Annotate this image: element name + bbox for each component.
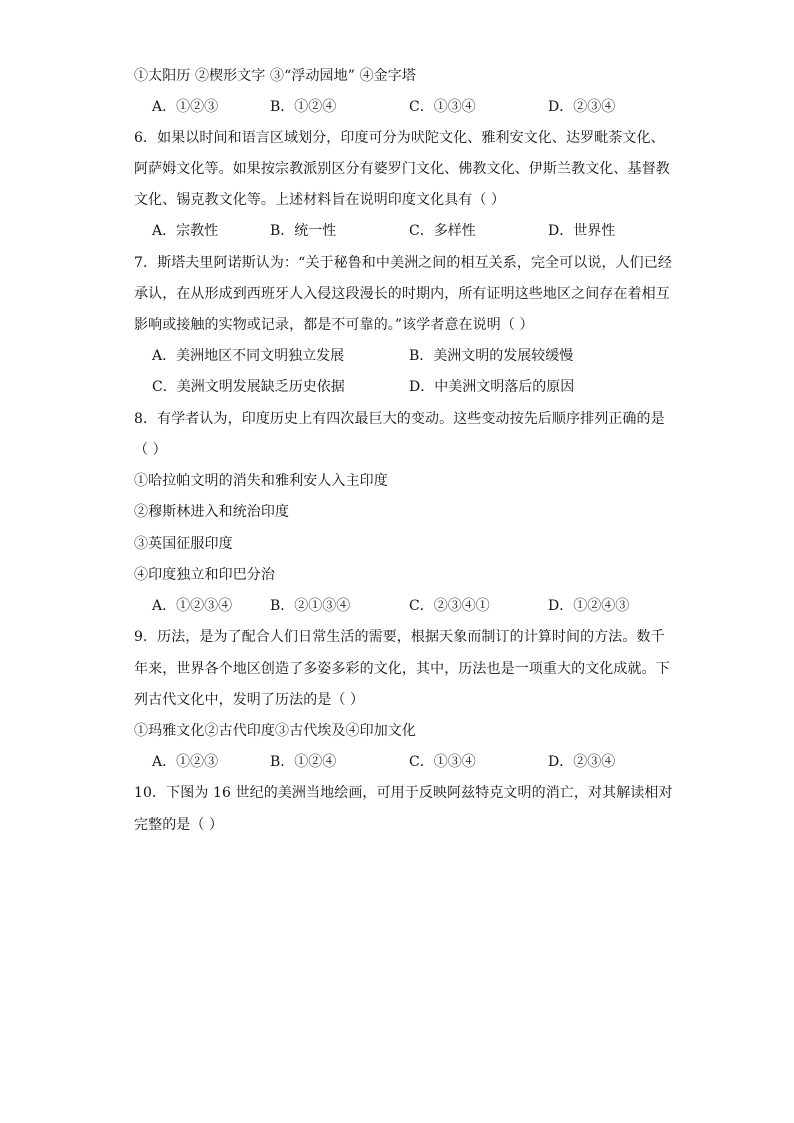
q9-stem-line-3: 列古代文化中，发明了历法的是（ ） xyxy=(134,692,365,708)
q5-options xyxy=(152,97,672,117)
q5-option-d: D．②③④ xyxy=(548,99,616,115)
q5-items: ①太阳历 ②楔形文字 ③“浮动园地” ④金字塔 xyxy=(134,68,416,84)
q8-item-4: ④印度独立和印巴分治 xyxy=(134,567,275,583)
q6-option-c: C．多样性 xyxy=(409,223,476,239)
q9-option-a: A．①②③ xyxy=(152,754,219,770)
q8-item-3: ③英国征服印度 xyxy=(134,536,233,552)
q6-stem-line-1: 6．如果以时间和语言区域划分，印度可分为吠陀文化、雅利安文化、达罗毗荼文化、 xyxy=(134,130,665,146)
q10-stem-line-1: 10．下图为 16 世纪的美洲当地绘画，可用于反映阿兹特克文明的消亡，对其解读相对 xyxy=(134,785,673,801)
q7-options-row-2 xyxy=(152,377,672,397)
q8-item-1: ①哈拉帕文明的消失和雅利安人入主印度 xyxy=(134,473,388,489)
q8-stem-line-1: 8．有学者认为，印度历史上有四次最巨大的变动。这些变动按先后顺序排列正确的是 xyxy=(134,411,665,427)
q10-stem-line-2: 完整的是（ ） xyxy=(134,817,224,833)
q7-option-b: B．美洲文明的发展较缓慢 xyxy=(409,348,574,364)
q6-option-b: B．统一性 xyxy=(270,223,337,239)
q6-options xyxy=(152,221,672,241)
q9-items: ①玛雅文化②古代印度③古代埃及④印加文化 xyxy=(134,723,416,739)
q8-stem-line-2: （ ） xyxy=(134,442,167,458)
q8-option-b: B．②①③④ xyxy=(270,598,351,614)
q6-option-d: D．世界性 xyxy=(548,223,616,239)
q5-option-c: C．①③④ xyxy=(409,99,476,115)
q7-option-c: C．美洲文明发展缺乏历史依据 xyxy=(152,379,345,395)
q7-options-row-1 xyxy=(152,346,672,366)
q8-option-c: C．②③④① xyxy=(409,598,490,614)
q8-options xyxy=(152,596,672,616)
q8-item-2: ②穆斯林进入和统治印度 xyxy=(134,504,290,520)
q7-option-d: D．中美洲文明落后的原因 xyxy=(409,379,575,395)
q9-stem-line-2: 年来，世界各个地区创造了多姿多彩的文化，其中，历法也是一项重大的文化成就。下 xyxy=(134,661,670,677)
q8-option-d: D．①②④③ xyxy=(548,598,630,614)
q9-options xyxy=(152,752,672,772)
q6-stem-line-2: 阿萨姆文化等。如果按宗教派别区分有婆罗门文化、佛教文化、伊斯兰教文化、基督教 xyxy=(134,161,670,177)
q9-option-d: D．②③④ xyxy=(548,754,616,770)
q7-stem-line-2: 承认，在从形成到西班牙人入侵这段漫长的时期内，所有证明这些地区之间存在着相互 xyxy=(134,286,670,302)
q8-option-a: A．①②③④ xyxy=(152,598,233,614)
q9-stem-line-1: 9．历法，是为了配合人们日常生活的需要，根据天象而制订的计算时间的方法。数千 xyxy=(134,629,665,645)
q6-option-a: A．宗教性 xyxy=(152,223,219,239)
q9-option-b: B．①②④ xyxy=(270,754,337,770)
q9-option-c: C．①③④ xyxy=(409,754,476,770)
q6-stem-line-3: 文化、锡克教文化等。上述材料旨在说明印度文化具有（ ） xyxy=(134,192,506,208)
q5-option-b: B．①②④ xyxy=(270,99,337,115)
q7-stem-line-1: 7．斯塔夫里阿诺斯认为：“关于秘鲁和中美洲之间的相互关系，完全可以说，人们已经 xyxy=(134,255,672,271)
q5-option-a: A．①②③ xyxy=(152,99,219,115)
q7-stem-line-3: 影响或接触的实物或记录，都是不可靠的。”该学者意在说明（ ） xyxy=(134,317,534,333)
q7-option-a: A．美洲地区不同文明独立发展 xyxy=(152,348,345,364)
